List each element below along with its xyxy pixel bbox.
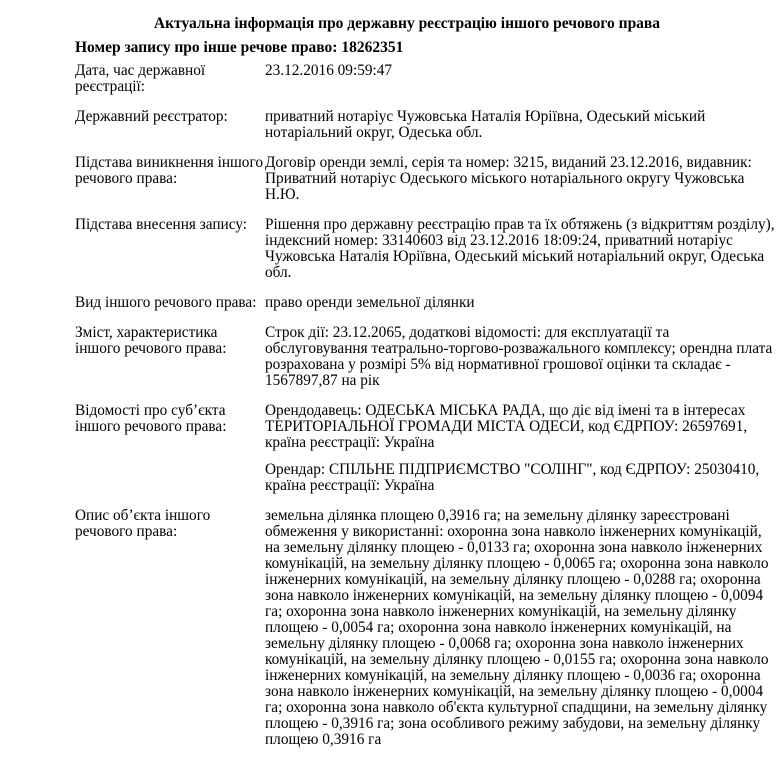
row-value	[265, 295, 775, 311]
row-entry-basis	[75, 217, 775, 281]
row-value-text: Договір оренди землі, серія та номер: 3215, виданий 23.12.2016, видавник: Приватний нотаріус Одеського міського нотаріального округу Чужовська Н.Ю.	[265, 154, 752, 203]
row-right-basis	[75, 155, 775, 203]
row-value-text: Строк дії: 23.12.2065, додаткові відомості: для експлуатації та обслуговування театрально-торгово-розважального комплексу; орендна плата розрахована у розмірі 5% від нормативної грошової оцінки та складає - 1567897,87 на рік	[265, 324, 773, 389]
row-value-text: право оренди земельної ділянки	[265, 294, 475, 311]
lessor-text: Орендодавець: ОДЕСЬКА МІСЬКА РАДА, що діє від імені та в інтересах ТЕРИТОРІАЛЬНОЇ ГРОМАДИ МІСТА ОДЕСИ, код ЄДРПОУ: 26597691, країна реєстрації: Україна	[265, 402, 748, 451]
record-number: Номер запису про інше речове право: 18262351	[75, 39, 404, 56]
row-label: Державний реєстратор:	[75, 108, 228, 125]
registration-table	[75, 63, 775, 762]
row-subjects	[75, 403, 775, 494]
row-label: Дата, час державної реєстрації:	[75, 62, 206, 95]
row-value	[265, 403, 775, 494]
row-label: Зміст, характеристика іншого речового права:	[75, 324, 227, 357]
row-object-description	[75, 508, 775, 748]
row-right-type	[75, 295, 775, 311]
row-label: Відомості про суб’єкта іншого речового права:	[75, 402, 227, 435]
row-value	[265, 325, 775, 389]
row-label: Вид іншого речового права:	[75, 294, 257, 311]
row-value-text: Рішення про державну реєстрацію прав та їх обтяжень (з відкриттям розділу), індексний номер: 33140603 від 23.12.2016 18:09:24, приватний нотаріус Чужовська Наталія Юріївна, Одеський міський нотаріальний округ, Одеська обл.	[265, 216, 775, 281]
row-value	[265, 508, 775, 748]
row-label: Підстава виникнення іншого речового права:	[75, 154, 263, 187]
row-value-text: приватний нотаріус Чужовська Наталія Юріївна, Одеський міський нотаріальний округ, Одеська обл.	[265, 108, 706, 141]
row-registration-date	[75, 63, 775, 95]
row-value	[265, 63, 775, 95]
row-value-text: земельна ділянка площею 0,3916 га; на земельну ділянку зареєстровані обмеження у використанні: охоронна зона навколо інженерних комунікацій, на земельну ділянку площею - 0,0133 га; охоронна зона навколо інженерних комунікацій, на земельну ділянку площею - 0,0065 га; охоронна зона навколо інженерних комунікацій, на земельну ділянку площею - 0,0288 га; охоронна зона навколо інженерних комунікацій, на земельну ділянку площею - 0,0094 га; охоронна зона навколо інженерних комунікацій, на земельну ділянку площею - 0,0054 га; охоронна зона навколо інженерних комунікацій, на земельну ділянку площею - 0,0068 га; охоронна зона навколо інженерних комунікацій, на земельну ділянку площею - 0,0155 га; охоронна зона навколо інженерних комунікацій, на земельну ділянку площею - 0,0036 га; охоронна зона навколо інженерних комунікацій, на земельну ділянку площею - 0,0004 га; охоронна зона навколо об'єкта культурної спадщини, на земельну ділянку площею - 0,3916 га; зона особливого режиму забудови, на земельну ділянку площею 0,3916 га	[265, 507, 769, 748]
row-value	[265, 109, 775, 141]
lessee-text: Орендар: СПІЛЬНЕ ПІДПРИЄМСТВО "СОЛІНГ", код ЄДРПОУ: 25030410, країна реєстрації: Україна	[265, 461, 760, 494]
document-title: Актуальна інформація про державну реєстрацію іншого речового права	[153, 15, 661, 32]
row-registrar	[75, 109, 775, 141]
row-label: Підстава внесення запису:	[75, 216, 248, 233]
row-value-text: 23.12.2016 09:59:47	[265, 62, 393, 79]
row-right-content	[75, 325, 775, 389]
row-value	[265, 217, 775, 281]
row-label: Опис об’єкта іншого речового права:	[75, 507, 211, 540]
row-value	[265, 155, 775, 203]
